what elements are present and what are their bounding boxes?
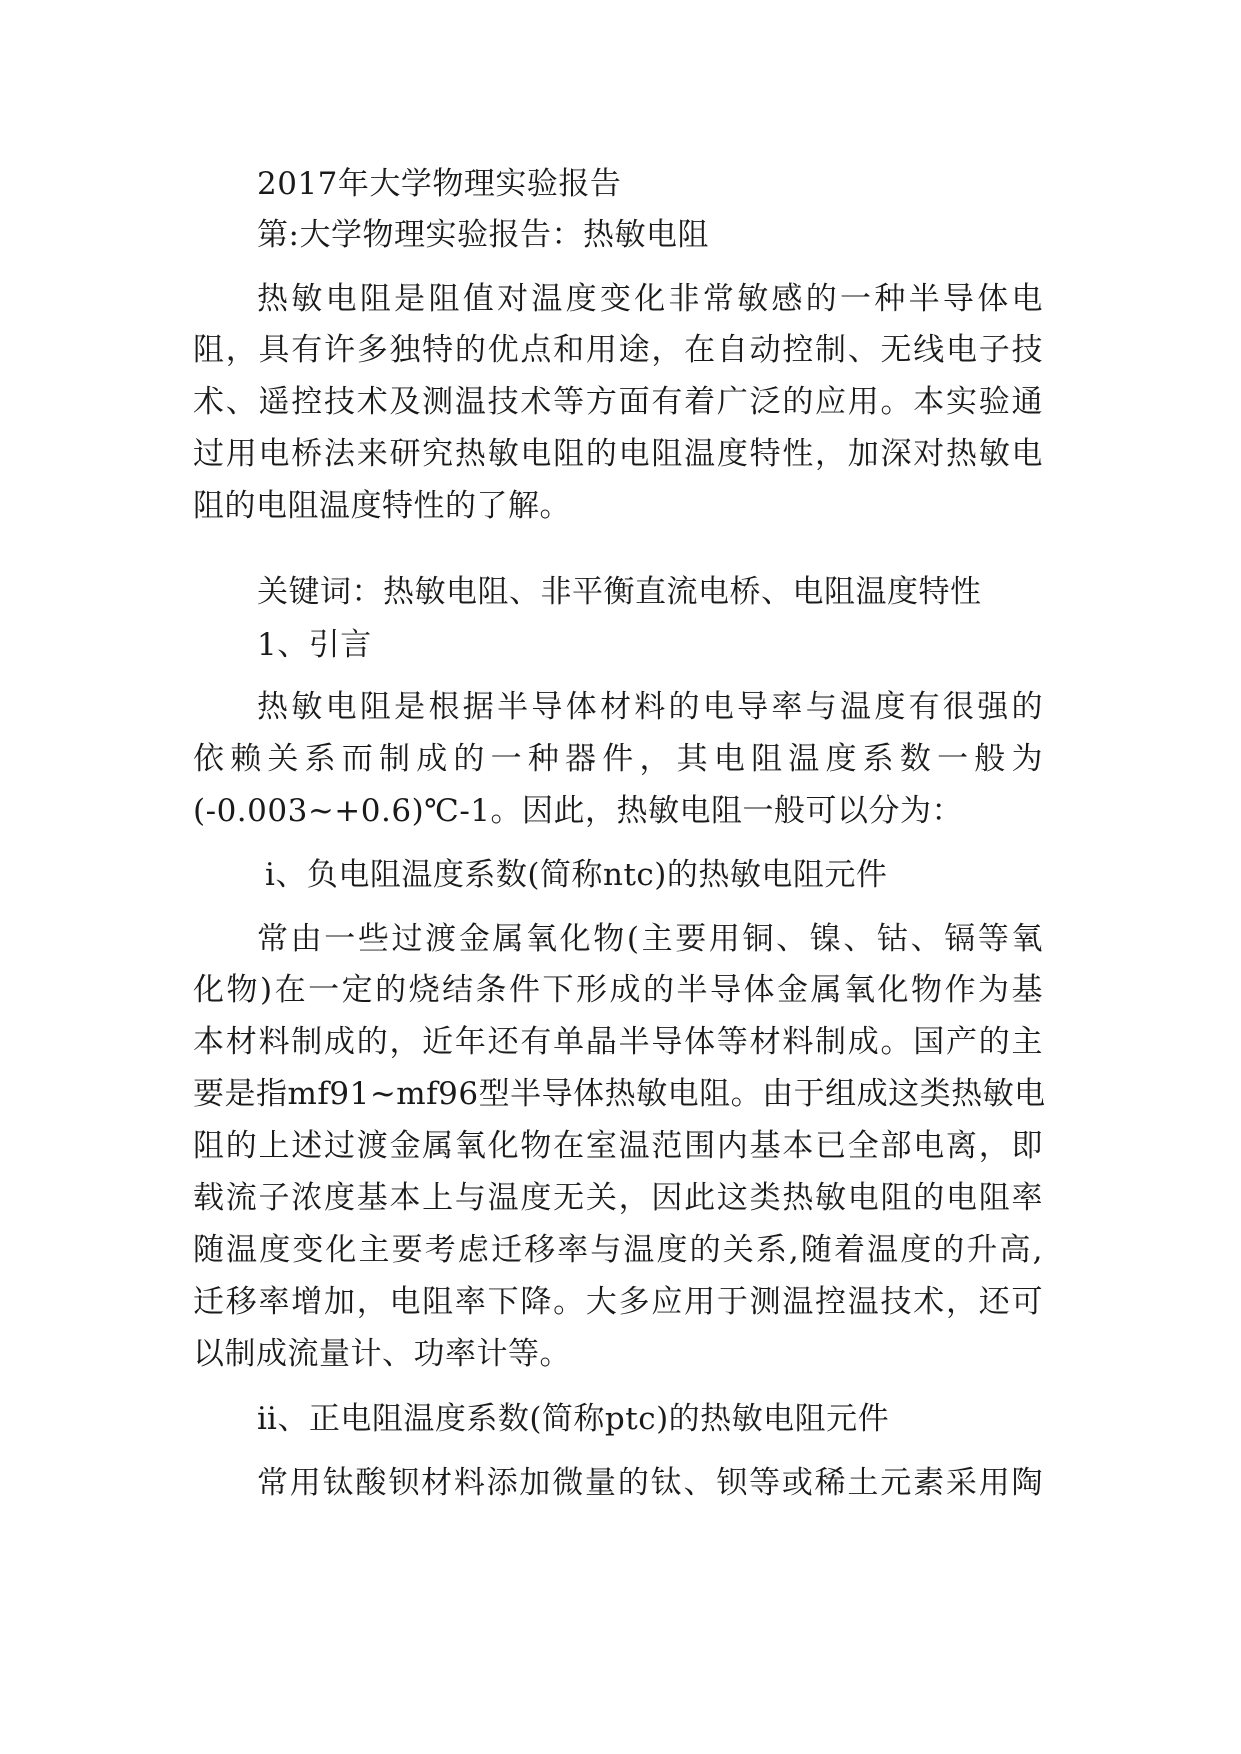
abstract-line: 术、遥控技术及测温技术等方面有着广泛的应用。本实验通 — [193, 384, 1043, 420]
ntc-line: 化物)在一定的烧结条件下形成的半导体金属氧化物作为基 — [193, 972, 1043, 1008]
item-heading-ptc: ⅱ、正电阻温度系数(简称ptc)的热敏电阻元件 — [257, 1401, 890, 1437]
ntc-line: 随温度变化主要考虑迁移率与温度的关系,随着温度的升高, — [193, 1232, 1043, 1268]
keywords: 关键词：热敏电阻、非平衡直流电桥、电阻温度特性 — [257, 574, 982, 610]
item-heading-ntc: ⅰ、负电阻温度系数(简称ntc)的热敏电阻元件 — [265, 857, 888, 893]
ntc-line: 常由一些过渡金属氧化物(主要用铜、镍、钴、镉等氧 — [257, 921, 1043, 957]
ntc-line: 迁移率增加，电阻率下降。大多应用于测温控温技术，还可 — [193, 1284, 1043, 1320]
intro-line: 热敏电阻是根据半导体材料的电导率与温度有很强的 — [257, 689, 1043, 725]
abstract-line: 热敏电阻是阻值对温度变化非常敏感的一种半导体电 — [257, 281, 1043, 317]
intro-line: (-0.003~+0.6)℃-1。因此，热敏电阻一般可以分为： — [193, 793, 964, 829]
ntc-line: 要是指mf91~mf96型半导体热敏电阻。由于组成这类热敏电 — [193, 1076, 1046, 1112]
abstract-line: 阻，具有许多独特的优点和用途，在自动控制、无线电子技 — [193, 332, 1043, 368]
ntc-line: 载流子浓度基本上与温度无关，因此这类热敏电阻的电阻率 — [193, 1180, 1043, 1216]
ptc-line: 常用钛酸钡材料添加微量的钛、钡等或稀土元素采用陶 — [257, 1465, 1043, 1501]
ntc-line: 本材料制成的，近年还有单晶半导体等材料制成。国产的主 — [193, 1024, 1043, 1060]
ntc-line: 阻的上述过渡金属氧化物在室温范围内基本已全部电离，即 — [193, 1128, 1043, 1164]
abstract-line: 过用电桥法来研究热敏电阻的电阻温度特性，加深对热敏电 — [193, 436, 1043, 472]
document-title: 2017年大学物理实验报告 — [257, 166, 622, 202]
intro-line: 依赖关系而制成的一种器件，其电阻温度系数一般为 — [193, 741, 1043, 777]
ntc-line: 以制成流量计、功率计等。 — [193, 1336, 571, 1372]
section-heading-intro: 1、引言 — [257, 627, 372, 663]
abstract-line: 阻的电阻温度特性的了解。 — [193, 488, 571, 524]
document-subtitle: 第:大学物理实验报告：热敏电阻 — [257, 217, 709, 253]
